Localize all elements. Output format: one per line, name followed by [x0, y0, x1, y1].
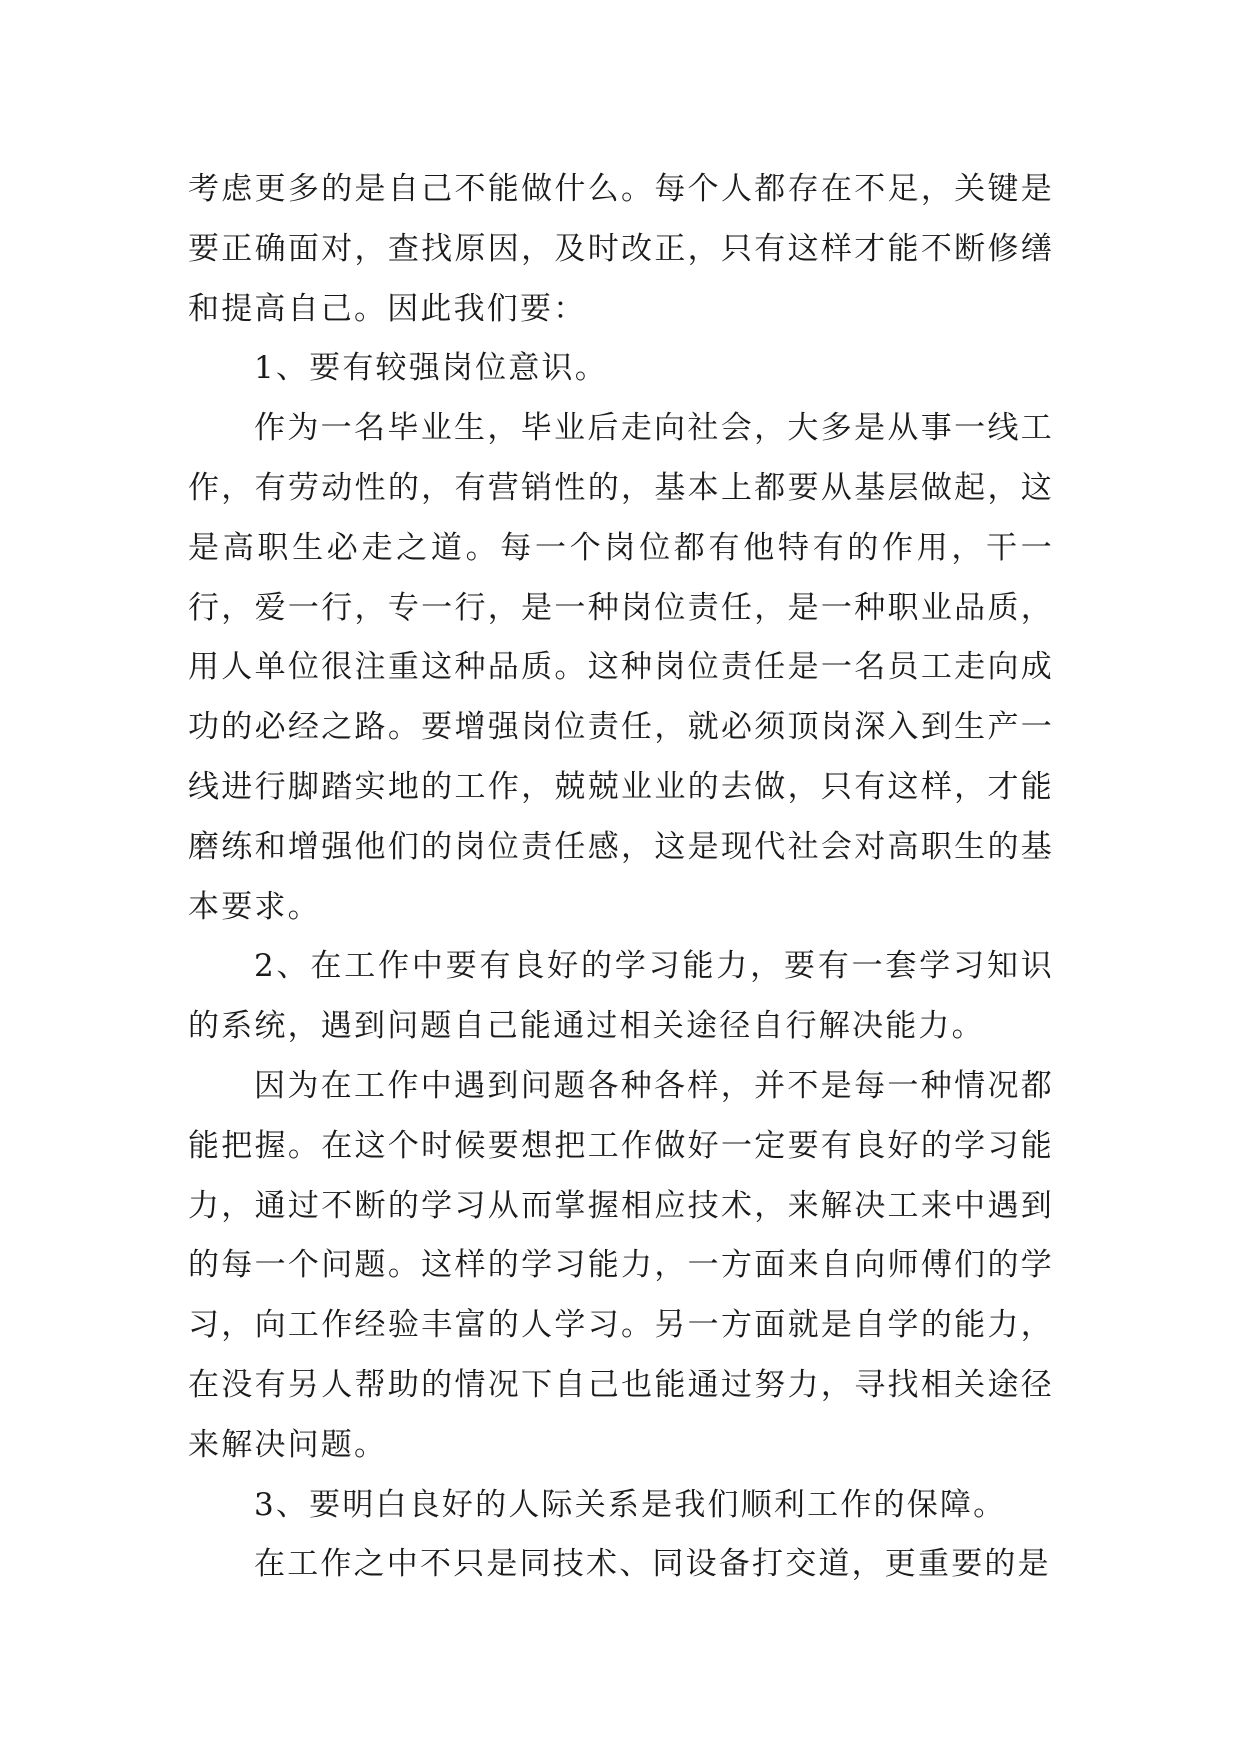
- paragraph-point-3: 在工作之中不只是同技术、同设备打交道，更重要的是: [254, 1546, 1051, 1583]
- document-body: [188, 160, 1054, 1595]
- paragraph-point-1: 作为一名毕业生，毕业后走向社会，大多是从事一线工作，有劳动性的，有营销性的，基本上都要从基层做起，这是高职生必走之道。每一个岗位都有他特有的作用，干一行，爱一行，专一行，是一种岗位责任，是一种职业品质，用人单位很注重这种品质。这种岗位责任是一名员工走向成功的必经之路。要增强岗位责任，就必须顶岗深入到生产一线进行脚踏实地的工作，兢兢业业的去做，只有这样，才能磨练和增强他们的岗位责任感，这是现代社会对高职生的基本要求。: [188, 410, 1054, 925]
- paragraph-point-2: 因为在工作中遇到问题各种各样，并不是每一种情况都能把握。在这个时候要想把工作做好一定要有良好的学习能力，通过不断的学习从而掌握相应技术，来解决工来中遇到的每一个问题。这样的学习能力，一方面来自向师傅们的学习，向工作经验丰富的人学习。另一方面就是自学的能力，在没有另人帮助的情况下自己也能通过努力，寻找相关途径来解决问题。: [188, 1067, 1054, 1463]
- heading-point-2: 2、在工作中要有良好的学习能力，要有一套学习知识的系统，遇到问题自己能通过相关途径自行解决能力。: [188, 948, 1054, 1045]
- heading-point-1: 1、要有较强岗位意识。: [254, 350, 608, 387]
- paragraph-intro: 考虑更多的是自己不能做什么。每个人都存在不足，关键是要正确面对，查找原因，及时改正，只有这样才能不断修缮和提高自己。因此我们要：: [188, 171, 1054, 327]
- heading-point-3: 3、要明白良好的人际关系是我们顺利工作的保障。: [254, 1486, 1007, 1523]
